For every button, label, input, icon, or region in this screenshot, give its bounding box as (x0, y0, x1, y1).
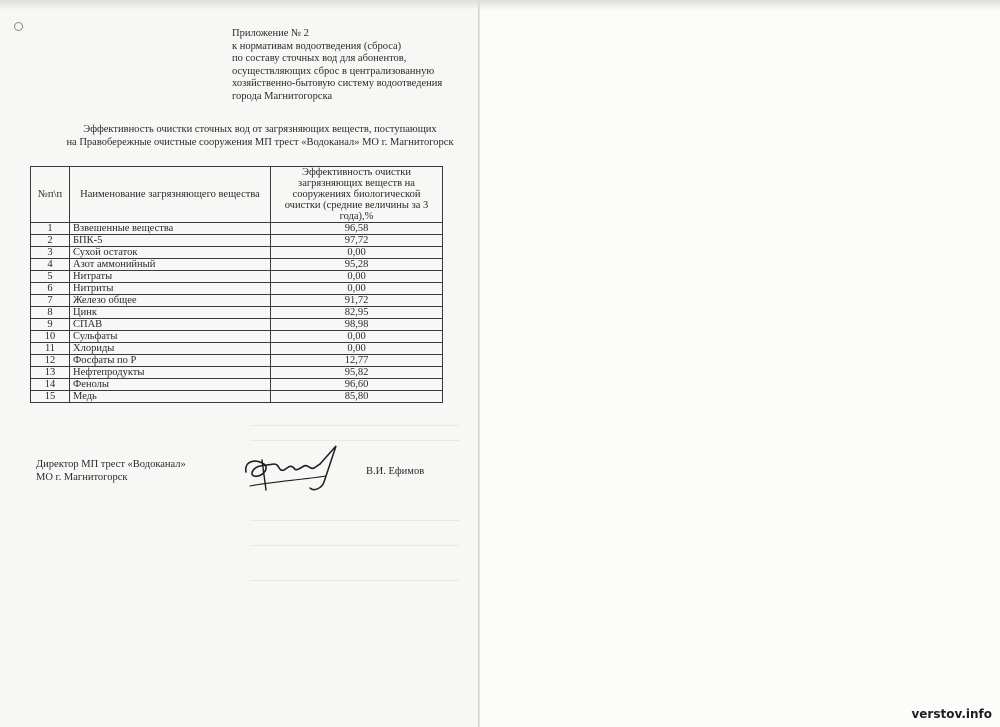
bleed-through-line (250, 545, 460, 546)
appendix-line: Приложение № 2 (232, 28, 309, 39)
appendix-line: города Магнитогорска (232, 90, 333, 102)
row-value: 95,28 (271, 259, 443, 271)
row-name: Нитриты (70, 283, 271, 295)
row-num: 15 (31, 391, 70, 403)
row-name: Хлориды (70, 343, 271, 355)
document-title (40, 124, 480, 149)
header-num: №п\п (31, 167, 70, 223)
table-row (31, 331, 443, 343)
row-name: Нефтепродукты (70, 367, 271, 379)
efficiency-table (30, 166, 443, 403)
row-name: БПК-5 (70, 235, 271, 247)
row-num: 8 (31, 307, 70, 319)
bleed-through-line (250, 440, 460, 441)
table-row (31, 391, 443, 403)
appendix-line: к нормативам водоотведения (сброса) (232, 40, 402, 52)
table-row (31, 271, 443, 283)
table-row (31, 247, 443, 259)
row-num: 10 (31, 331, 70, 343)
row-value: 82,95 (271, 307, 443, 319)
position-line-1: Директор МП трест «Водоканал» (36, 459, 186, 470)
table-row (31, 235, 443, 247)
signer-name: В.И. Ефимов (366, 466, 425, 477)
appendix-header (232, 28, 452, 103)
row-name: Нитраты (70, 271, 271, 283)
row-value: 0,00 (271, 343, 443, 355)
row-value: 85,80 (271, 391, 443, 403)
table-row (31, 343, 443, 355)
header-name: Наименование загрязняющего вещества (70, 167, 271, 223)
bleed-through-line (250, 580, 460, 581)
appendix-line: по составу сточных вод для абонентов, (232, 53, 407, 64)
table-row (31, 283, 443, 295)
row-num: 7 (31, 295, 70, 307)
appendix-line: осуществляющих сброс в централизованную (232, 65, 435, 77)
right-page-blank (480, 0, 1000, 727)
row-num: 13 (31, 367, 70, 379)
row-num: 12 (31, 355, 70, 367)
table-row (31, 319, 443, 331)
table-row (31, 379, 443, 391)
row-num: 3 (31, 247, 70, 259)
row-name: Фенолы (70, 379, 271, 391)
table-header-row (31, 167, 443, 223)
row-name: Медь (70, 391, 271, 403)
row-value: 98,98 (271, 319, 443, 331)
site-watermark: verstov.info (911, 707, 992, 721)
table-row (31, 223, 443, 235)
row-name: Взвешенные вещества (70, 223, 271, 235)
row-name: Азот аммонийный (70, 259, 271, 271)
row-name: СПАВ (70, 319, 271, 331)
title-line-1: Эффективность очистки сточных вод от загрязняющих веществ, поступающих (83, 124, 437, 135)
row-num: 14 (31, 379, 70, 391)
row-value: 0,00 (271, 331, 443, 343)
row-num: 1 (31, 223, 70, 235)
table-row (31, 355, 443, 367)
row-value: 96,60 (271, 379, 443, 391)
row-name: Сульфаты (70, 331, 271, 343)
appendix-line: хозяйственно-бытовую систему водоотведения (232, 78, 443, 89)
row-value: 91,72 (271, 295, 443, 307)
row-num: 2 (31, 235, 70, 247)
signatory-position (36, 459, 186, 484)
scan-top-shadow (0, 0, 1000, 10)
row-num: 9 (31, 319, 70, 331)
row-name: Цинк (70, 307, 271, 319)
row-value: 0,00 (271, 271, 443, 283)
bleed-through-line (250, 520, 460, 521)
row-num: 4 (31, 259, 70, 271)
row-value: 0,00 (271, 283, 443, 295)
row-name: Сухой остаток (70, 247, 271, 259)
row-value: 95,82 (271, 367, 443, 379)
bleed-through-line (250, 425, 460, 426)
title-line-2: на Правобережные очистные сооружения МП трест «Водоканал» МО г. Магнитогорск (66, 136, 454, 148)
row-num: 5 (31, 271, 70, 283)
row-value: 0,00 (271, 247, 443, 259)
row-num: 11 (31, 343, 70, 355)
row-num: 6 (31, 283, 70, 295)
table-row (31, 259, 443, 271)
row-value: 12,77 (271, 355, 443, 367)
row-value: 96,58 (271, 223, 443, 235)
punch-hole-mark (14, 22, 23, 31)
position-line-2: МО г. Магнитогорск (36, 471, 128, 483)
table-row (31, 367, 443, 379)
row-value: 97,72 (271, 235, 443, 247)
row-name: Железо общее (70, 295, 271, 307)
table-row (31, 307, 443, 319)
table-row (31, 295, 443, 307)
handwritten-signature (240, 442, 355, 494)
row-name: Фосфаты по Р (70, 355, 271, 367)
header-efficiency: Эффективность очистки загрязняющих веществ на сооружениях биологической очистки (средние величины за 3 года),% (271, 167, 443, 223)
